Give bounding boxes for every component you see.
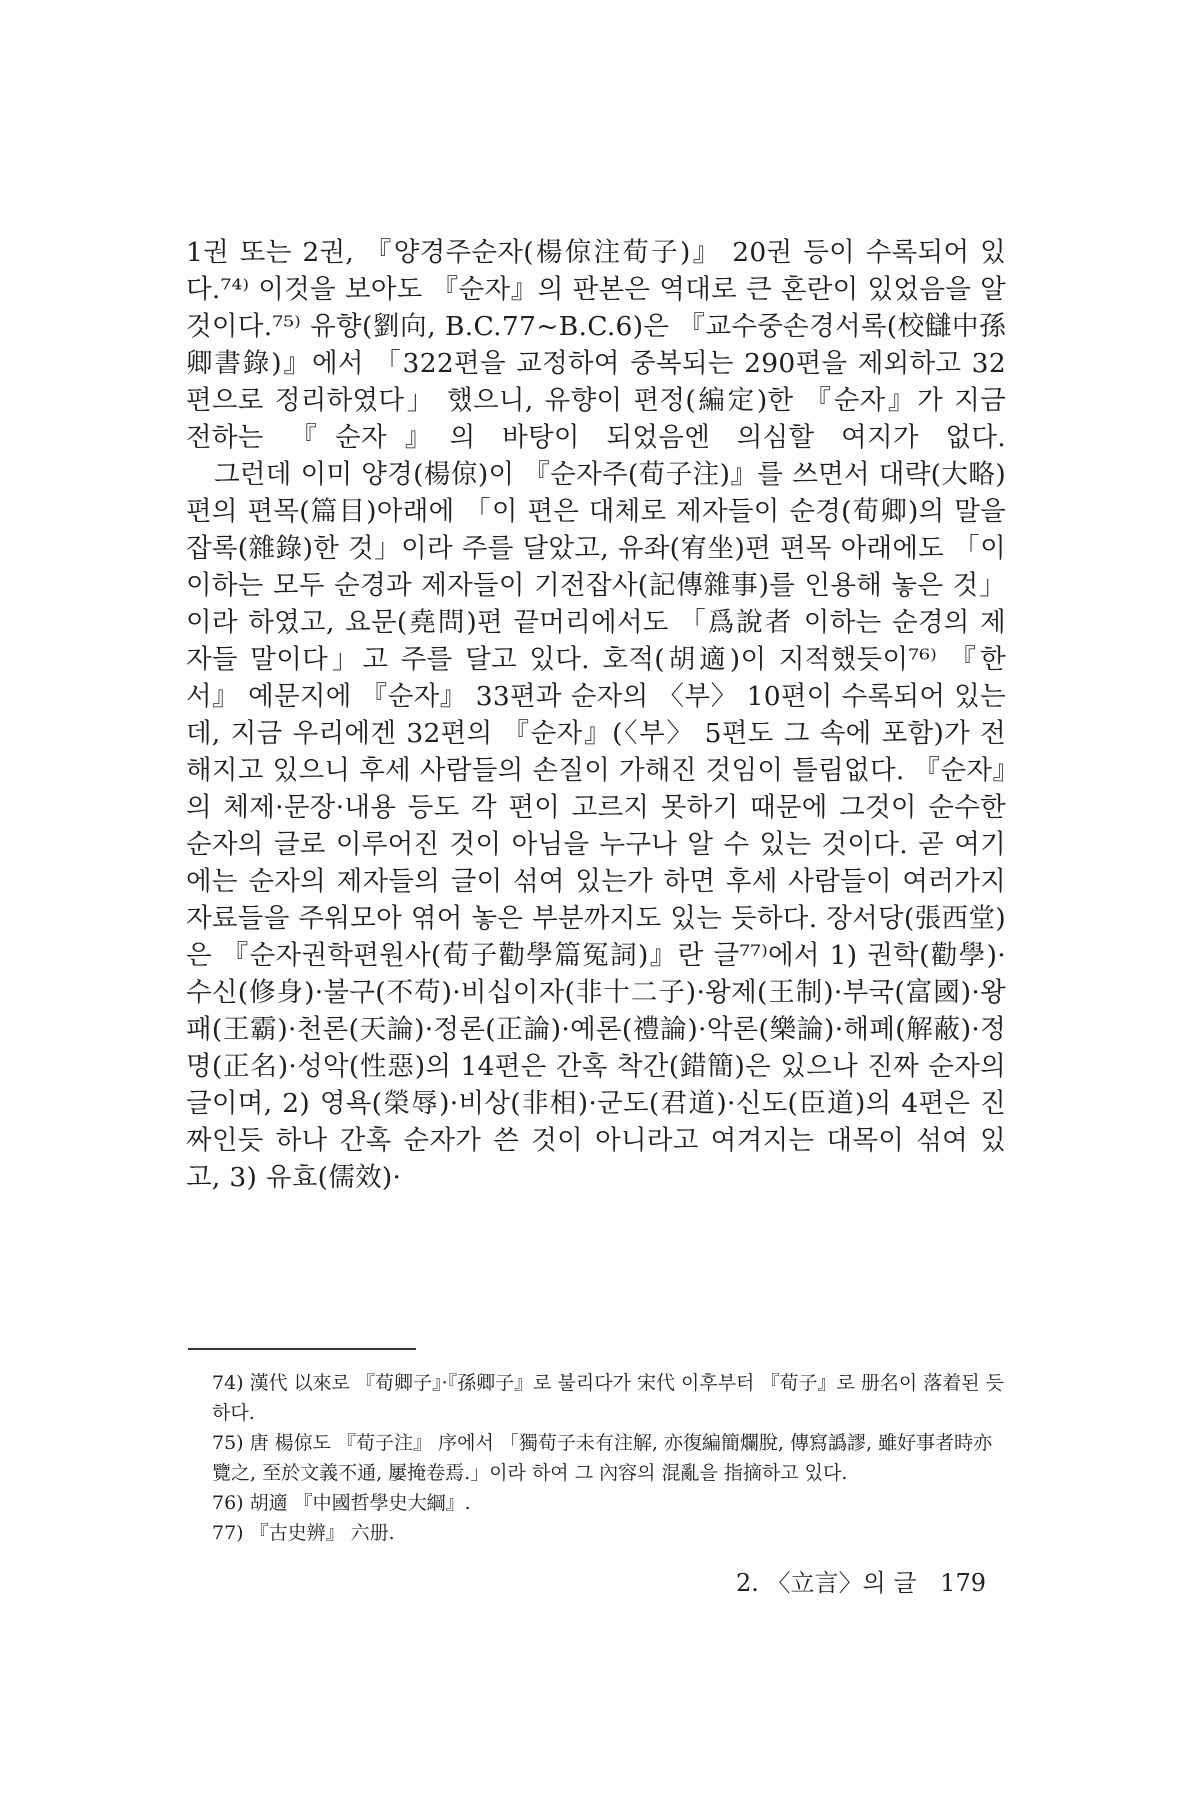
- footnote-76: 76) 胡適 『中國哲學史大綱』.: [212, 1492, 471, 1514]
- footnote-divider: [188, 1348, 416, 1350]
- running-section-title: 2. 〈立言〉의 글: [736, 1569, 917, 1597]
- footnotes: [212, 1368, 1007, 1548]
- page-footer: [736, 1563, 1008, 1598]
- footnote-74: 74) 漢代 以來로 『荀卿子』·『孫卿子』로 불리다가 宋代 이후부터 『荀子』로 册名이 落着된 듯하다.: [212, 1372, 1004, 1424]
- page-number: 179: [940, 1569, 986, 1597]
- paragraph-2: 그런데 이미 양경(楊倞)이 『순자주(荀子注)』를 쓰면서 대략(大略)편의 편목(篇目)아래에 「이 편은 대체로 제자들이 순경(荀卿)의 말을 잡록(雜錄)한 것」이라 주를 달았고, 유좌(宥坐)편 편목 아래에도 「이 이하는 모두 순경과 제자들이 기전잡사(記傳雜事)를 인용해 놓은 것」이라 하였고, 요문(堯問)편 끝머리에서도 「爲說者 이하는 순경의 제자들 말이다」고 주를 달고 있다. 호적(胡適)이 지적했듯이⁷⁶⁾ 『한서』 예문지에 『순자』 33편과 순자의 〈부〉 10편이 수록되어 있는데, 지금 우리에겐 32편의 『순자』(〈부〉 5편도 그 속에 포함)가 전해지고 있으니 후세 사람들의 손질이 가해진 것임이 틀림없다. 『순자』의 체제·문장·내용 등도 각 편이 고르지 못하기 때문에 그것이 순수한 순자의 글로 이루어진 것이 아님을 누구나 알 수 있는 것이다. 곧 여기에는 순자의 제자들의 글이 섞여 있는가 하면 후세 사람들이 여러가지 자료들을 주워모아 엮어 놓은 부분까지도 있는 듯하다. 장서당(張西堂)은 『순자권학편원사(荀子勸學篇冤詞)』란 글⁷⁷⁾에서 1) 권학(勸學)·수신(修身)·불구(不苟)·비십이자(非十二子)·왕제(王制)·부국(富國)·왕패(王霸)·천론(天論)·정론(正論)·예론(禮論)·악론(樂論)·해폐(解蔽)·정명(正名)·성악(性惡)의 14편은 간혹 착간(錯簡)은 있으나 진짜 순자의 글이며, 2) 영욕(榮辱)·비상(非相)·군도(君道)·신도(臣道)의 4편은 진짜인듯 하나 간혹 순자가 쓴 것이 아니라고 여겨지는 대목이 섞여 있고, 3) 유효(儒效)·: [186, 459, 1006, 1193]
- paragraph-1: 1권 또는 2권, 『양경주순자(楊倞注荀子)』 20권 등이 수록되어 있다.⁷⁴⁾ 이것을 보아도 『순자』의 판본은 역대로 큰 혼란이 있었음을 알 것이다.⁷⁵⁾ 유향(劉向, B.C.77~B.C.6)은 『교수중손경서록(校讎中孫卿書錄)』에서 「322편을 교정하여 중복되는 290편을 제외하고 32편으로 정리하였다」 했으니, 유향이 편정(編定)한 『순자』가 지금 전하는 『순자』의 바탕이 되었음엔 의심할 여지가 없다.: [186, 237, 1006, 453]
- main-text: [186, 234, 1006, 1196]
- footnote-77: 77) 『古史辨』 六册.: [212, 1522, 395, 1544]
- footnote-75: 75) 唐 楊倞도 『荀子注』 序에서 「獨荀子未有注解, 亦復編簡爛脫, 傳寫譌謬, 雖好事者時亦覽之, 至於文義不通, 屢掩卷焉.」이라 하여 그 內容의 混亂을 指摘하고 있다.: [212, 1432, 993, 1484]
